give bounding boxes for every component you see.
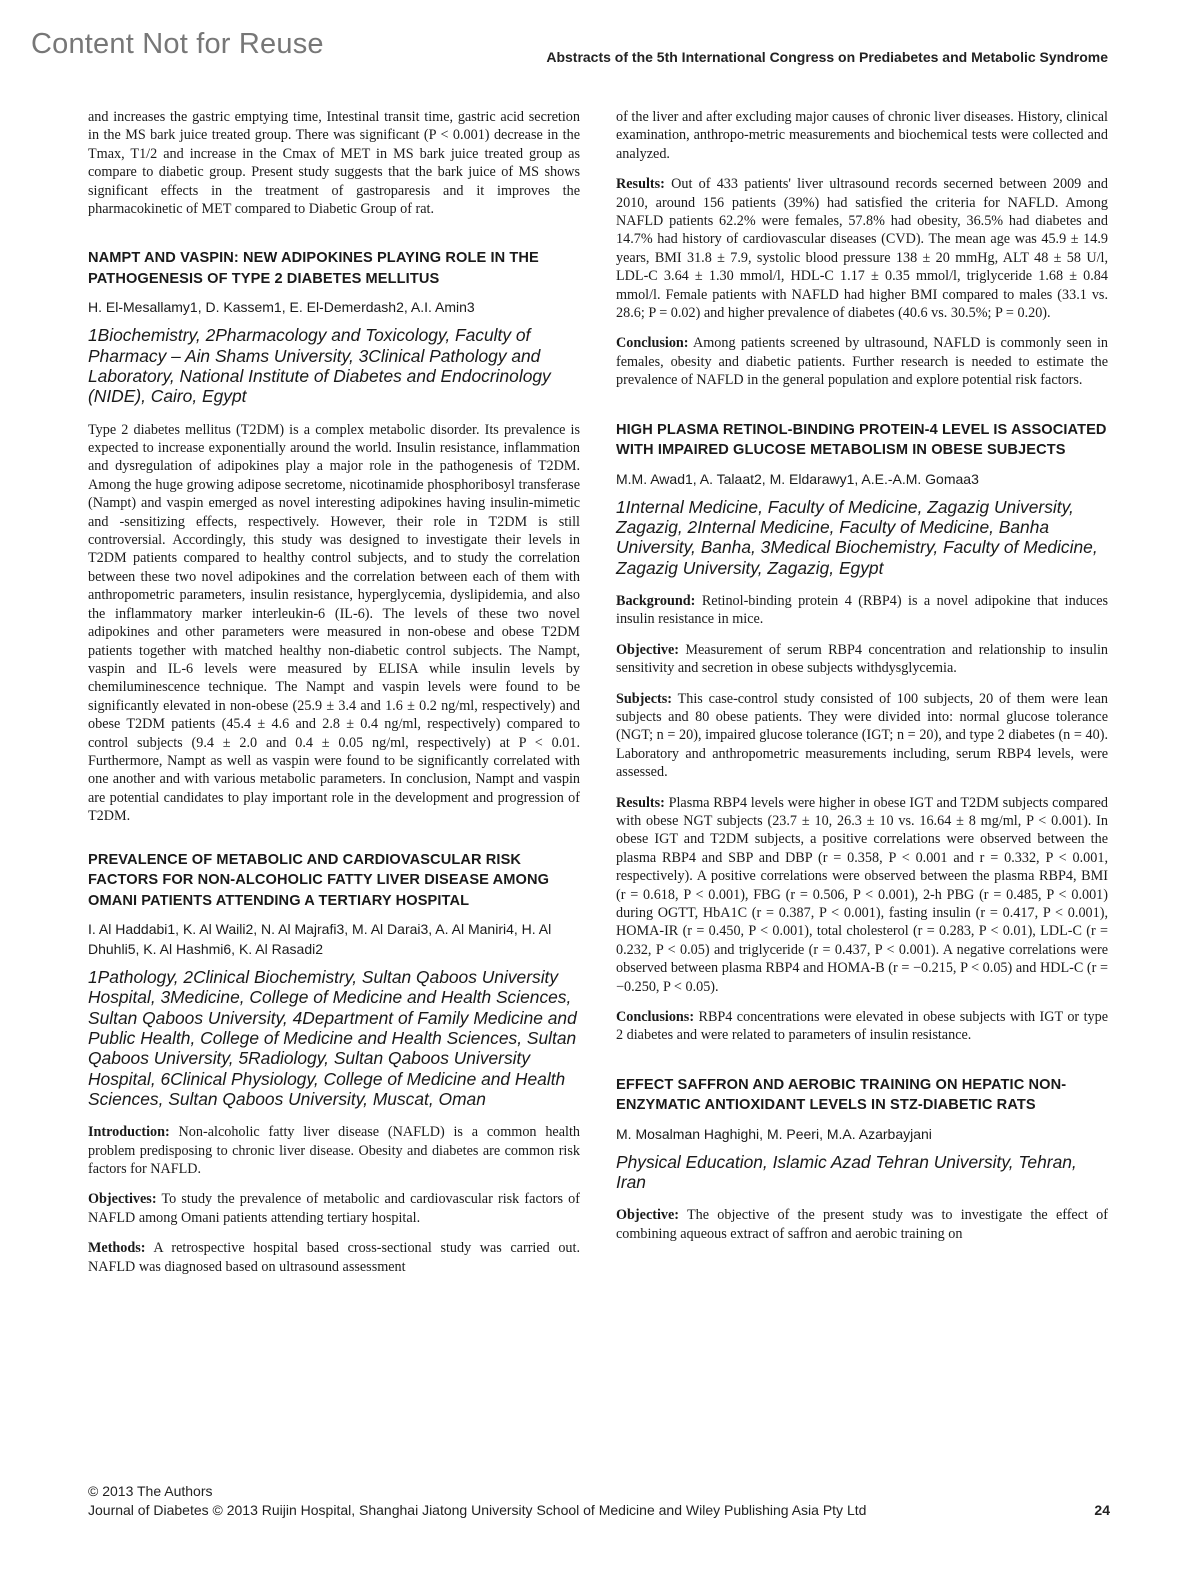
objectives-paragraph [88,1190,580,1227]
methods-paragraph [88,1239,580,1276]
watermark: Content Not for Reuse [31,28,324,60]
abstract-body: Type 2 diabetes mellitus (T2DM) is a complex metabolic disorder. Its prevalence is expected to increase exponentially around the world. Insulin resistance, inflammation and dysregulation of adipokines play a major role in the pathogenesis of T2DM. Among the huge growing adipose secretome, nicotinamide phosphoribosyl transferase (Nampt) and vaspin emerged as novel interesting adipokines having insulin-mimetic and -sensitizing effects, respectively. However, their role in T2DM is still controversial. Accordingly, this study was designed to investigate their levels in T2DM patients compared to healthy control subjects, and to study the correlation between these two novel adipokines and the correlation between each of them with anthropometric parameters, insulin resistance, hyperglycemia, dyslipidemia, and also the inflammatory marker interleukin-6 (IL-6). The levels of these two novel adipokines and other parameters were measured in non-obese and obese T2DM patients together with matched healthy non-diabetic control subjects. The Nampt, vaspin and IL-6 levels were measured by ELISA while insulin levels by chemiluminescence technique. The Nampt and vaspin levels were found to be significantly elevated in non-obese (25.9 ± 3.4 and 1.6 ± 0.2 ng/ml, respectively) and obese T2DM patients (45.4 ± 4.6 and 2.8 ± 0.4 ng/ml, respectively) compared to control subjects (9.4 ± 2.0 and 0.4 ± 0.05 ng/ml, respectively) at P < 0.01. Furthermore, Nampt as well as vaspin were found to be significantly correlated with one another and with various metabolic parameters. In conclusion, Nampt and vaspin are potential candidates to play important role in the development and progression of T2DM. [88,421,580,825]
section-label: Introduction: [88,1124,170,1141]
section-text: This case-control study consisted of 100 subjects, 20 of them were lean subjects and 80 obese patients. They were divided into: normal glucose tolerance (NGT; n = 20), impaired glucose tolerance (IGT; n = 20), and type 2 diabetes (n = 40). Laboratory and anthropometric measurements including, serum RBP4 levels, were assessed. [616,690,1109,781]
background-paragraph [616,592,1108,629]
section-label: Results: [616,794,665,811]
abstract-rbp4 [616,420,1108,1045]
section-label: Objectives: [88,1191,157,1208]
section-text: Among patients screened by ultrasound, NAFLD is commonly seen in females, obesity and diabetic patients. Further research is needed to estimate the prevalence of NAFLD in the general population and explore potential risk factors. [616,335,1108,389]
section-label: Conclusions: [616,1009,695,1025]
copyright-line: © 2013 The Authors [88,1483,213,1499]
abstract-title: EFFECT SAFFRON AND AEROBIC TRAINING ON HEPATIC NON-ENZYMATIC ANTIOXIDANT LEVELS IN STZ-DIABETIC RATS [616,1076,1067,1114]
page-footer [88,1482,1110,1520]
results-paragraph [616,794,1108,996]
abstract-authors: M. Mosalman Haghighi, M. Peeri, M.A. Azarbayjani [616,1125,932,1142]
abstract-authors: M.M. Awad1, A. Talaat2, M. Eldarawy1, A.E.-A.M. Gomaa3 [616,470,979,487]
section-label: Objective: [616,1207,680,1224]
abstract-title: HIGH PLASMA RETINOL-BINDING PROTEIN-4 LEVEL IS ASSOCIATED WITH IMPAIRED GLUCOSE METABOLISM IN OBESE SUBJECTS [616,421,1107,459]
section-text: RBP4 concentrations were elevated in obese subjects with IGT or type 2 diabetes and were related to parameters of insulin resistance. [616,1009,1109,1044]
abstract-authors: H. El-Mesallamy1, D. Kassem1, E. El-Demerdash2, A.I. Amin3 [88,299,475,316]
conclusions-paragraph [616,1008,1108,1045]
introduction-paragraph [88,1123,580,1178]
section-label: Methods: [88,1240,146,1257]
conclusion-paragraph [616,334,1108,389]
continued-text: and increases the gastric emptying time, Intestinal transit time, gastric acid secretion in the MS bark juice treated group. There was significant (P < 0.001) decrease in the Tmax, T1/2 and increase in the Cmax of MET in MS bark juice treated group as compare to diabetic group. Present study suggests that the bark juice of MS shows significant effects in the treatment of gastroparesis and it improves the pharmacokinetic of MET compared to Diabetic Group of rat. [88,109,580,218]
section-text: Plasma RBP4 levels were higher in obese IGT and T2DM subjects compared with obese NGT subjects (23.7 ± 10, 26.3 ± 10 vs. 16.64 ± 8 mg/ml, P < 0.001). In obese IGT and T2DM subjects, a positive correlations were observed between the plasma RBP4 and SBP and DBP (r = 0.358, P < 0.001 and r = 0.332, P < 0.001, respectively). A positive correlations were observed between the plasma RBP4, BMI (r = 0.618, P < 0.001), FBG (r = 0.506, P < 0.001), 2-h PBG (r = 0.485, P < 0.001) during OGTT, HbA1C (r = 0.387, P < 0.001), fasting insulin (r = 0.417, P < 0.001), HOMA-IR (r = 0.450, P < 0.001), total cholesterol (r = 0.283, P < 0.01), LDL-C (r = 0.232, P < 0.05) and triglyceride (r = 0.437, P < 0.001). A negative correlations were observed between plasma RBP4 and HOMA-B (r = −0.215, P < 0.05) and HDL-C (r = −0.250, P < 0.05). [616,794,1108,995]
section-text: To study the prevalence of metabolic and cardiovascular risk factors of NAFLD among Omani patients attending tertiary hospital. [88,1191,580,1226]
section-label: Background: [616,592,696,609]
journal-line: Journal of Diabetes © 2013 Ruijin Hospital, Shanghai Jiatong University School of Medicine and Wiley Publishing Asia Pty Ltd [88,1502,867,1518]
continued-text: of the liver and after excluding major causes of chronic liver diseases. History, clinical examination, anthropo-metric measurements and biochemical tests were collected and analyzed. [616,109,1108,162]
section-text: Out of 433 patients' liver ultrasound records secerned between 2009 and 2010, around 156 patients (39%) had satisfied the criteria for NAFLD. Among NAFLD patients 62.2% were females, 57.8% had obesity, 36.5% had diabetes and 14.7% had history of cardiovascular diseases (CVD). The mean age was 45.9 ± 14.9 years, BMI 31.8 ± 7.9, systolic blood pressure 138 ± 20 mmHg, ALT 48 ± 58 U/l, LDL-C 3.64 ± 1.30 mmol/l, HDL-C 1.17 ± 0.35 mmol/l, triglyceride 1.68 ± 0.84 mmol/l. Female patients with NAFLD had higher BMI compared to males (33.1 vs. 28.6; P = 0.02) and higher prevalence of diabetes (40.6 vs. 30.5%; P = 0.20). [616,176,1108,322]
right-column [616,108,1108,1255]
abstract-affiliation: Physical Education, Islamic Azad Tehran University, Tehran, Iran [616,1151,1077,1193]
abstract-saffron [616,1075,1108,1243]
results-paragraph [616,175,1108,322]
abstract-affiliation: 1Biochemistry, 2Pharmacology and Toxicology, Faculty of Pharmacy – Ain Shams University, 3Clinical Pathology and Laboratory, National Institute of Diabetes and Endocrinology (NIDE), Cairo, Egypt [88,325,551,407]
abstract-nafld-oman [88,850,580,1276]
section-text: Measurement of serum RBP4 concentration and relationship to insulin sensitivity and secretion in obese subjects withdysglycemia. [616,641,1109,677]
section-text: Non-alcoholic fatty liver disease (NAFLD) is a common health problem predisposing to chronic liver disease. Obesity and diabetes are common risk factors for NAFLD. [88,1124,580,1177]
section-text: Retinol-binding protein 4 (RBP4) is a novel adipokine that induces insulin resistance in mice. [616,592,1109,628]
section-text: The objective of the present study was to investigate the effect of combining aqueous extract of saffron and aerobic training on [616,1207,1109,1242]
abstract-title: PREVALENCE OF METABOLIC AND CARDIOVASCULAR RISK FACTORS FOR NON-ALCOHOLIC FATTY LIVER DISEASE AMONG OMANI PATIENTS ATTENDING A TERTIARY HOSPITAL [88,851,550,909]
subjects-paragraph [616,690,1108,782]
abstract-nampt-vaspin [88,248,580,825]
section-text: A retrospective hospital based cross-sectional study was carried out. NAFLD was diagnosed based on ultrasound assessment [88,1240,581,1275]
running-head: Abstracts of the 5th International Congress on Prediabetes and Metabolic Syndrome [546,49,1108,65]
objective-paragraph [616,1206,1108,1243]
abstract-affiliation: 1Pathology, 2Clinical Biochemistry, Sultan Qaboos University Hospital, 3Medicine, College of Medicine and Health Sciences, Sultan Qaboos University, 4Department of Family Medicine and Public Health, College of Medicine and Health Sciences, Sultan Qaboos University, 5Radiology, Sultan Qaboos University Hospital, 6Clinical Physiology, College of Medicine and Health Sciences, Sultan Qaboos University, Muscat, Oman [88,967,577,1109]
page-number: 24 [1094,1502,1110,1518]
left-column [88,108,580,1288]
section-label: Subjects: [616,690,672,707]
section-label: Objective: [616,641,680,658]
abstract-authors: I. Al Haddabi1, K. Al Waili2, N. Al Majrafi3, M. Al Darai3, A. Al Maniri4, H. Al Dhuhli5, K. Al Hashmi6, K. Al Rasadi2 [88,921,552,958]
abstract-title: NAMPT AND VASPIN: NEW ADIPOKINES PLAYING ROLE IN THE PATHOGENESIS OF TYPE 2 DIABETES MELLITUS [88,250,539,287]
section-label: Results: [616,176,665,193]
section-label: Conclusion: [616,335,689,352]
objective-paragraph [616,641,1108,678]
abstract-affiliation: 1Internal Medicine, Faculty of Medicine, Zagazig University, Zagazig, 2Internal Medicine, Faculty of Medicine, Banha University, Banha, 3Medical Biochemistry, Faculty of Medicine, Zagazig University, Zagazig, Egypt [616,496,1098,578]
